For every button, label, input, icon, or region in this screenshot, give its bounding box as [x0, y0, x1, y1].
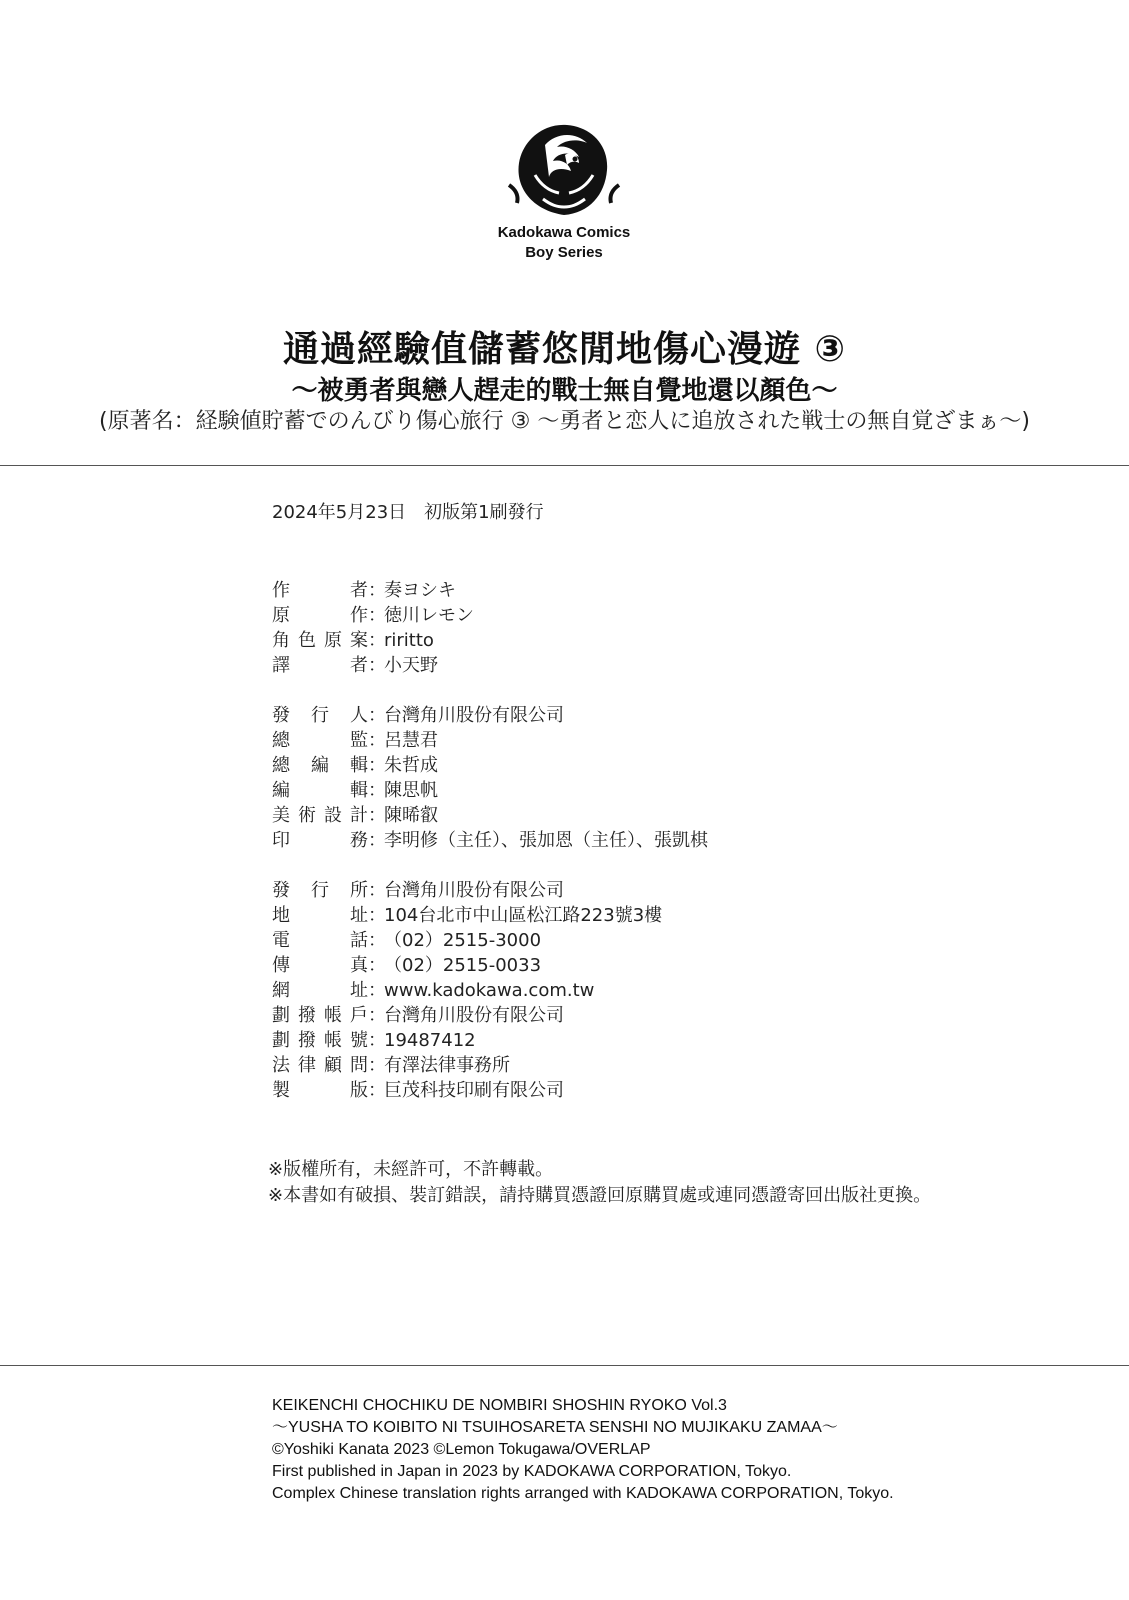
book-title: 通過經驗值儲蓄悠閒地傷心漫遊 ③: [282, 329, 846, 370]
credit-separator: ：: [368, 730, 386, 751]
copyright-line: ©Yoshiki Kanata 2023 ©Lemon Tokugawa/OVERLAP: [272, 1441, 651, 1458]
credit-separator: ：: [368, 1055, 386, 1076]
credit-value: 陳思帆: [384, 780, 438, 801]
credit-row: [272, 1028, 662, 1053]
credit-row: [272, 878, 662, 903]
notice-line: ※版權所有，未經許可，不許轉載。: [268, 1159, 554, 1180]
copyright-block: [272, 1395, 894, 1505]
credit-value: 台灣角川股份有限公司: [384, 705, 564, 726]
credit-label: 發 行 人: [272, 705, 368, 726]
credit-row: [272, 628, 474, 653]
credit-value: 有澤法律事務所: [384, 1055, 510, 1076]
credit-value: 小天野: [384, 655, 438, 676]
credit-separator: ：: [368, 1005, 386, 1026]
credit-label: 總 編 輯: [272, 755, 368, 776]
credit-value: （02）2515-0033: [384, 955, 542, 976]
credit-separator: ：: [368, 880, 386, 901]
credit-value: 徳川レモン: [384, 605, 474, 626]
credit-row: [272, 803, 708, 828]
divider: [0, 465, 1129, 466]
credit-value: 陳晞叡: [384, 805, 438, 826]
credit-row: [272, 903, 662, 928]
credit-value: （02）2515-3000: [384, 930, 542, 951]
credit-label: 總 監: [272, 730, 368, 751]
credit-separator: ：: [368, 955, 386, 976]
credit-separator: ：: [368, 780, 386, 801]
credit-label: 作 者: [272, 580, 368, 601]
imprint-series: Boy Series: [525, 244, 603, 261]
credit-label: 劃撥帳號: [272, 1030, 368, 1051]
credit-label: 電 話: [272, 930, 368, 951]
credit-label: 編 輯: [272, 780, 368, 801]
book-subtitle: ～被勇者與戀人趕走的戰士無自覺地還以顏色～: [291, 376, 838, 406]
phoenix-emblem-icon: [505, 115, 623, 227]
credit-row: [272, 978, 662, 1003]
credit-value: 奏ヨシキ: [384, 580, 456, 601]
credit-separator: ：: [368, 980, 386, 1001]
copyright-line: First published in Japan in 2023 by KADOKAWA CORPORATION, Tokyo.: [272, 1463, 792, 1480]
notice-line: ※本書如有破損、裝訂錯誤，請持購買憑證回原購買處或連同憑證寄回出版社更換。: [268, 1185, 932, 1206]
credit-separator: ：: [368, 805, 386, 826]
credit-row: [272, 1078, 662, 1103]
credits-publisher: [272, 878, 662, 1103]
credit-value: 104台北市中山區松江路223號3樓: [384, 905, 663, 926]
credits-authors: [272, 578, 474, 678]
credit-value: 呂慧君: [384, 730, 438, 751]
credit-value: 19487412: [384, 1030, 476, 1051]
credit-row: [272, 703, 708, 728]
credit-label: 原 作: [272, 605, 368, 626]
copyright-line: KEIKENCHI CHOCHIKU DE NOMBIRI SHOSHIN RYOKO Vol.3: [272, 1397, 727, 1414]
credit-value: www.kadokawa.com.tw: [384, 980, 595, 1001]
credit-row: [272, 928, 662, 953]
credit-separator: ：: [368, 630, 386, 651]
credit-separator: ：: [368, 580, 386, 601]
credit-separator: ：: [368, 1080, 386, 1101]
credit-value: 台灣角川股份有限公司: [384, 1005, 564, 1026]
credit-row: [272, 653, 474, 678]
credit-row: [272, 1003, 662, 1028]
credit-row: [272, 828, 708, 853]
credit-separator: ：: [368, 930, 386, 951]
credit-label: 譯 者: [272, 655, 368, 676]
divider: [0, 1365, 1129, 1366]
credit-label: 劃撥帳戶: [272, 1005, 368, 1026]
credit-label: 印 務: [272, 830, 368, 851]
credit-separator: ：: [368, 1030, 386, 1051]
credit-label: 美術設計: [272, 805, 368, 826]
credit-separator: ：: [368, 830, 386, 851]
credit-label: 地 址: [272, 905, 368, 926]
credit-separator: ：: [368, 755, 386, 776]
credit-row: [272, 778, 708, 803]
credit-label: 發 行 所: [272, 880, 368, 901]
credits-editorial: [272, 703, 708, 853]
imprint-name: Kadokawa Comics: [497, 224, 631, 241]
credit-separator: ：: [368, 655, 386, 676]
credit-value: 李明修（主任）、張加恩（主任）、張凱棋: [384, 830, 708, 851]
credit-value: 巨茂科技印刷有限公司: [384, 1080, 564, 1101]
credit-value: riritto: [384, 630, 434, 651]
copyright-line: ～YUSHA TO KOIBITO NI TSUIHOSARETA SENSHI NO MUJIKAKU ZAMAA～: [272, 1419, 838, 1436]
credit-row: [272, 578, 474, 603]
credit-row: [272, 1053, 662, 1078]
rights-notice: [268, 1157, 931, 1209]
credit-label: 製 版: [272, 1080, 368, 1101]
credit-row: [272, 953, 662, 978]
credit-separator: ：: [368, 905, 386, 926]
credit-row: [272, 728, 708, 753]
credit-label: 法律顧問: [272, 1055, 368, 1076]
copyright-line: Complex Chinese translation rights arranged with KADOKAWA CORPORATION, Tokyo.: [272, 1485, 894, 1502]
credit-separator: ：: [368, 705, 386, 726]
credit-label: 傳 真: [272, 955, 368, 976]
publication-date: 2024年5月23日 初版第1刷發行: [272, 502, 544, 523]
credit-row: [272, 753, 708, 778]
credit-value: 台灣角川股份有限公司: [384, 880, 564, 901]
credit-row: [272, 603, 474, 628]
credit-label: 網 址: [272, 980, 368, 1001]
credit-value: 朱哲成: [384, 755, 438, 776]
credit-separator: ：: [368, 605, 386, 626]
original-title: (原著名：経験値貯蓄でのんびり傷心旅行 ③ ～勇者と恋人に追放された戦士の無自覚ざまぁ～): [99, 409, 1030, 434]
credit-label: 角色原案: [272, 630, 368, 651]
